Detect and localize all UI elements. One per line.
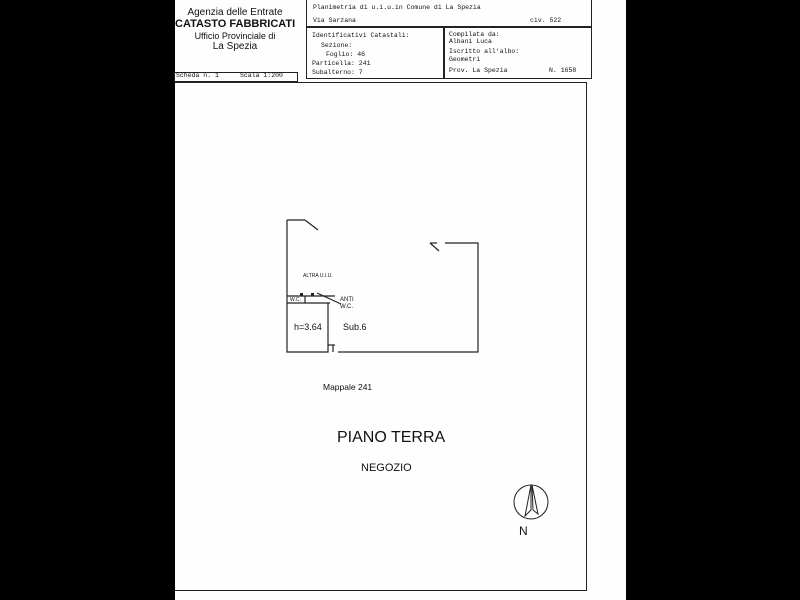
north-arrow-icon xyxy=(511,482,551,522)
floor-title: PIANO TERRA xyxy=(337,429,446,446)
office-city: La Spezia xyxy=(212,41,258,52)
subalterno-text: Subalterno: 7 xyxy=(312,69,363,76)
foglio-text: Foglio: 46 xyxy=(326,51,366,58)
sezione-text: Sezione: xyxy=(321,42,353,49)
floor-plan-drawing xyxy=(175,0,626,600)
civic-number: civ. 522 xyxy=(530,17,562,24)
mappale-label: Mappale 241 xyxy=(323,382,373,392)
anti-label: ANTI xyxy=(340,297,354,303)
scheda-number: Scheda n. 1 xyxy=(176,72,219,79)
compilata-label: Compilata da: xyxy=(449,31,500,38)
anti-wc-label: W.C. xyxy=(340,304,353,310)
sub-label: Sub.6 xyxy=(343,322,367,332)
wc-label: W.C. xyxy=(290,297,301,303)
particella-text: Particella: 241 xyxy=(312,60,371,67)
north-label: N xyxy=(519,524,528,538)
floor-use: NEGOZIO xyxy=(361,462,412,474)
province-text: Prov. La Spezia xyxy=(449,67,508,74)
albo-value: Geometri xyxy=(449,56,481,63)
office-name: Agenzia delle Entrate xyxy=(187,7,283,18)
scale-text: Scala 1:200 xyxy=(240,72,283,79)
identificativi-title: Identificativi Catastali: xyxy=(312,32,410,39)
office-department: CATASTO FABBRICATI xyxy=(175,18,296,30)
office-provincial: Ufficio Provinciale di xyxy=(194,31,276,41)
cadastral-sheet xyxy=(175,0,626,600)
planimetria-text: Planimetria di u.i.u.in Comune di La Spezia xyxy=(313,4,481,11)
other-unit-label: ALTRA U.I.U. xyxy=(303,273,333,279)
compilata-name: Albani Luca xyxy=(449,38,492,45)
height-label: h=3.64 xyxy=(294,322,322,332)
address-text: Via Sarzana xyxy=(313,17,356,24)
albo-label: Iscritto all'albo: xyxy=(449,48,520,55)
registration-number: N. 1658 xyxy=(549,67,577,74)
